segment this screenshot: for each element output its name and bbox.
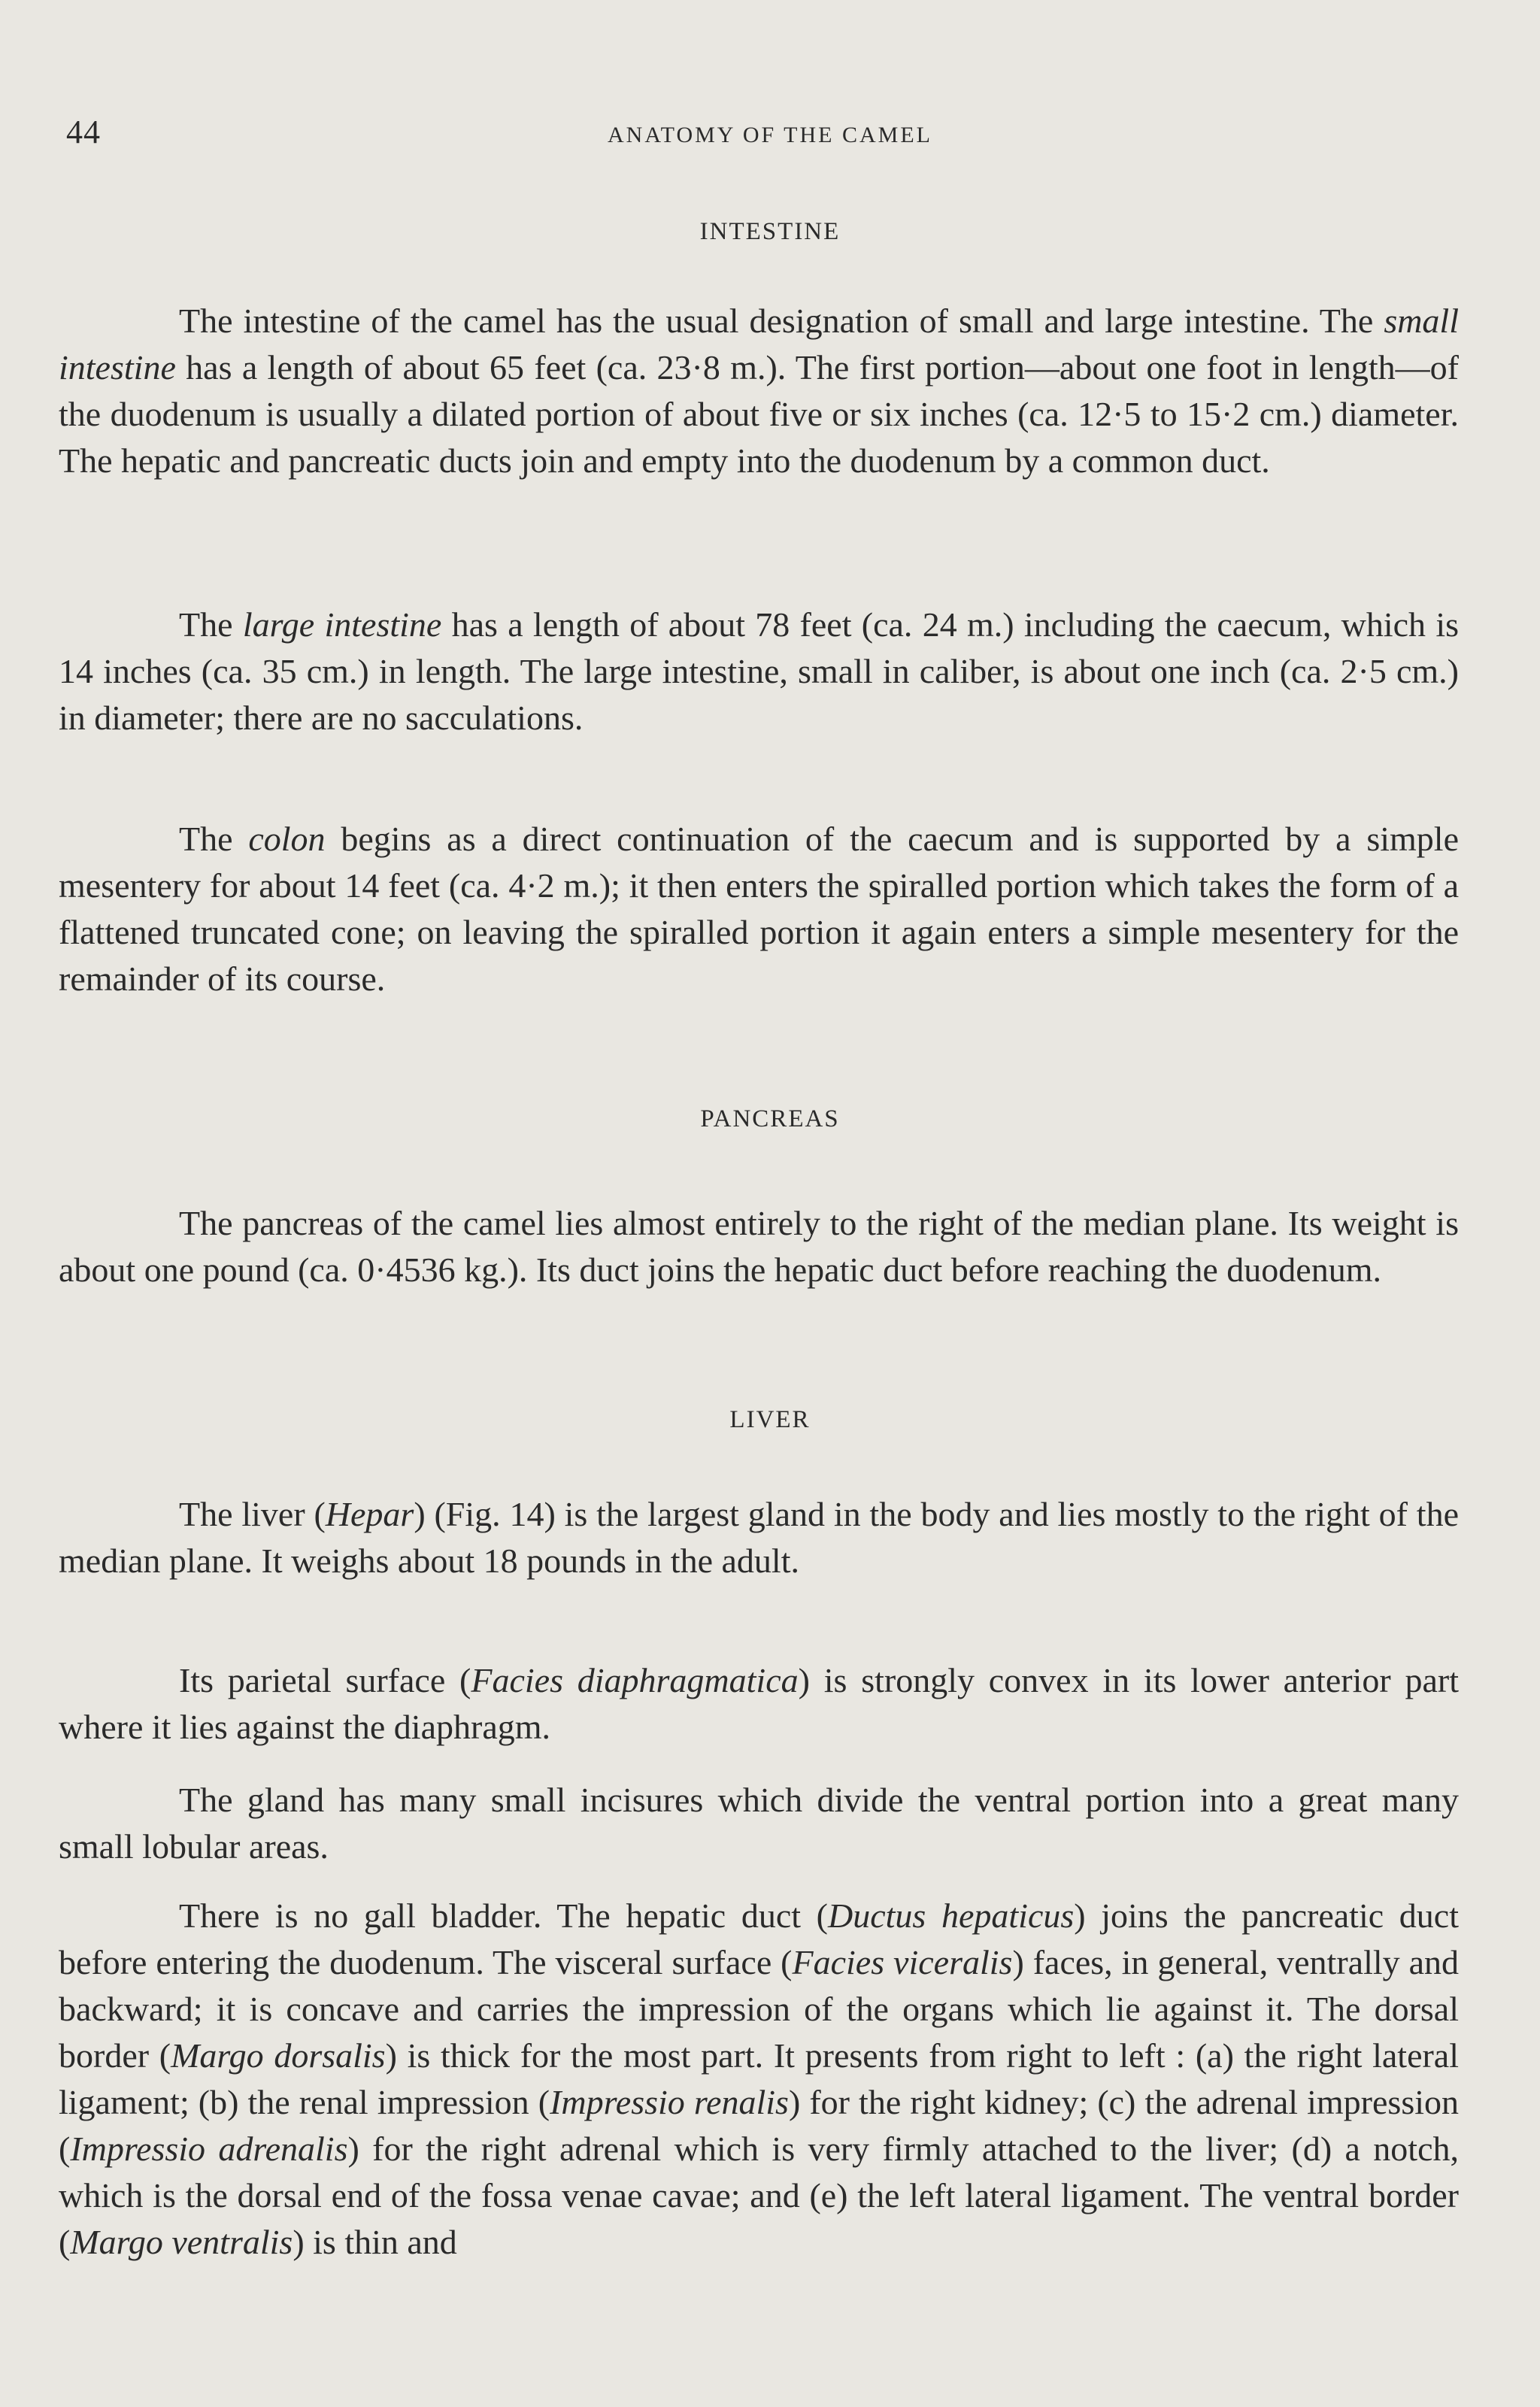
paragraph bbox=[59, 298, 1459, 484]
italic-term: Impressio renalis bbox=[550, 2083, 789, 2121]
section-heading-liver: LIVER bbox=[729, 1406, 811, 1433]
text-run: ) faces, in general, ventrally and backward; it is concave and carries the impression of the organs which lie against it. The dorsal border ( bbox=[59, 1943, 1459, 2075]
paragraph bbox=[59, 816, 1459, 1002]
paragraph bbox=[59, 602, 1459, 741]
text-run: The liver ( bbox=[179, 1495, 326, 1533]
italic-term: Hepar bbox=[325, 1495, 414, 1533]
text-run: ) is strongly convex in its lower anterior part where it lies against the diaphragm. bbox=[59, 1661, 1459, 1746]
italic-term: Facies viceralis bbox=[792, 1943, 1013, 1981]
text-run: The gland has many small incisures which divide the ventral portion into a great many small lobular areas. bbox=[59, 1781, 1459, 1866]
text-run: ) is thin and bbox=[293, 2223, 457, 2261]
text-run: has a length of about 78 feet (ca. 24 m.) including the caecum, which is 14 inches (ca. 35 cm.) in length. The large intestine, small in caliber, is about one inch (ca. 2·5 cm.) in diameter; there are no sacculations. bbox=[59, 605, 1460, 737]
text-run: ) is thick for the most part. It presents from right to left : (a) the right lateral ligament; (b) the renal impression ( bbox=[59, 2036, 1460, 2121]
text-run: ) for the right kidney; (c) the adrenal impression ( bbox=[59, 2083, 1460, 2168]
text-run: The pancreas of the camel lies almost entirely to the right of the median plane. Its weight is about one pound (ca. 0·4536 kg.). Its duct joins the hepatic duct before reaching the duodenum. bbox=[59, 1204, 1459, 1289]
italic-term: Margo ventralis bbox=[70, 2223, 293, 2261]
italic-term: Margo dorsalis bbox=[171, 2036, 386, 2075]
text-run: The intestine of the camel has the usual designation of small and large intestine. The bbox=[179, 302, 1384, 340]
text-run: ) for the right adrenal which is very firmly attached to the liver; (d) a notch, which is the dorsal end of the fossa venae cavae; and (e) the left lateral ligament. The ventral border ( bbox=[59, 2130, 1459, 2261]
italic-term: Facies diaphragmatica bbox=[471, 1661, 799, 1699]
italic-term: small intestine bbox=[59, 302, 1459, 387]
section-heading-intestine: INTESTINE bbox=[699, 218, 841, 245]
page-number: 44 bbox=[66, 114, 101, 150]
text-run: has a length of about 65 feet (ca. 23·8 m.). The first portion—about one foot in length—of the duodenum is usually a dilated portion of about five or six inches (ca. 12·5 to 15·2 cm.) diameter. The hepatic and pancreatic ducts join and empty into the duodenum by a common duct. bbox=[59, 348, 1459, 480]
running-head: ANATOMY OF THE CAMEL bbox=[608, 123, 932, 147]
italic-term: large intestine bbox=[242, 605, 442, 644]
text-run: ) joins the pancreatic duct before entering the duodenum. The visceral surface ( bbox=[59, 1896, 1459, 1981]
text-run: ) (Fig. 14) is the largest gland in the body and lies mostly to the right of the median plane. It weighs about 18 pounds in the adult. bbox=[59, 1495, 1459, 1580]
paragraph bbox=[59, 1777, 1459, 1870]
italic-term: colon bbox=[248, 820, 326, 858]
paragraph bbox=[59, 1200, 1459, 1293]
italic-term: Ductus hepaticus bbox=[828, 1896, 1075, 1935]
paragraph bbox=[59, 1657, 1459, 1751]
paragraph bbox=[59, 1491, 1459, 1584]
text-run: Its parietal surface ( bbox=[179, 1661, 471, 1699]
italic-term: Impressio adrenalis bbox=[70, 2130, 348, 2168]
text-run: The bbox=[179, 820, 249, 858]
paragraph bbox=[59, 1893, 1459, 2266]
text-run: begins as a direct continuation of the caecum and is supported by a simple mesentery for about 14 feet (ca. 4·2 m.); it then enters the spiralled portion which takes the form of a flattened truncated cone; on leaving the spiralled portion it again enters a simple mesentery for the remainder of its course. bbox=[59, 820, 1460, 998]
text-run: There is no gall bladder. The hepatic duct ( bbox=[179, 1896, 828, 1935]
text-run: The bbox=[179, 605, 243, 644]
section-heading-pancreas: PANCREAS bbox=[700, 1105, 840, 1132]
